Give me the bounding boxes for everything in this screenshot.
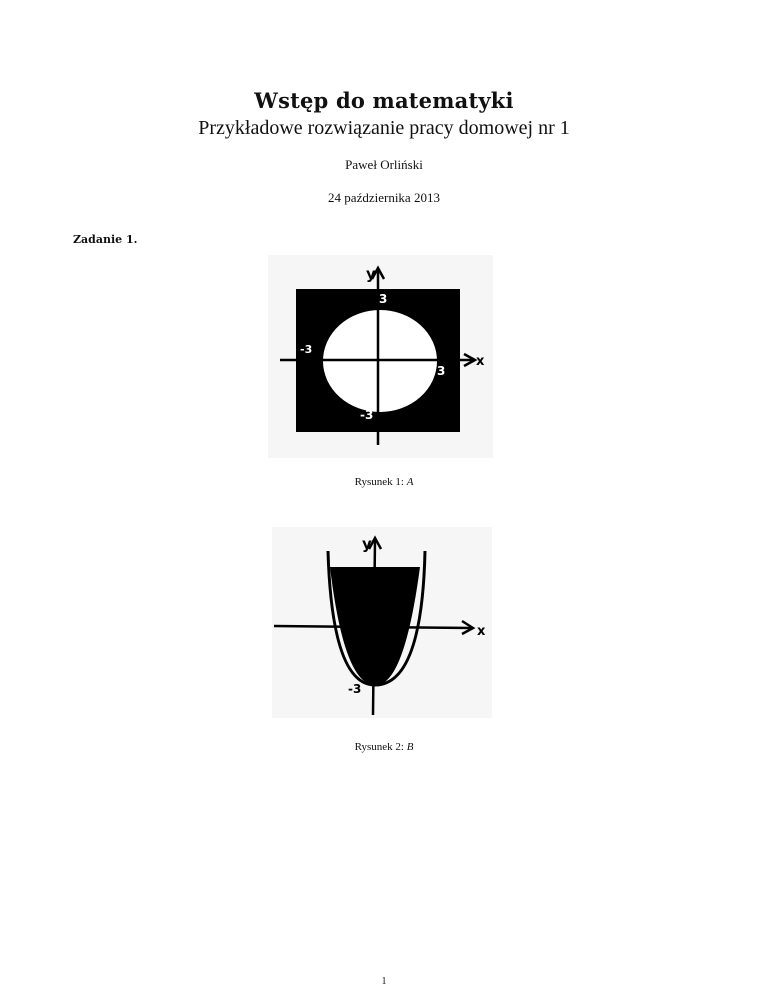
label-right: 3 — [437, 364, 446, 378]
label-left: -3 — [300, 343, 313, 356]
x-axis-label: x — [477, 624, 486, 639]
label-vertex: -3 — [348, 682, 362, 696]
label-top: 3 — [379, 292, 388, 306]
document-title: Wstęp do matematyki — [254, 88, 514, 113]
page-number: 1 — [381, 976, 387, 987]
caption-prefix: Rysunek 1: — [354, 476, 404, 488]
label-bottom: -3 — [360, 408, 374, 422]
document-subtitle: Przykładowe rozwiązanie pracy domowej nr 1 — [198, 117, 570, 139]
section-heading: Zadanie 1. — [73, 233, 138, 246]
figure-1-drawing — [268, 255, 493, 458]
caption-prefix: Rysunek 2: — [354, 741, 404, 753]
caption-letter: A — [406, 476, 414, 488]
figure-2 — [272, 527, 492, 718]
figure-1-caption — [0, 476, 768, 488]
author: Paweł Orliński — [345, 157, 423, 172]
figure-2-caption — [0, 741, 768, 753]
figure-2-drawing — [272, 527, 492, 718]
figure-1 — [268, 255, 493, 458]
y-axis-label: y — [366, 265, 376, 283]
caption-letter: B — [406, 741, 414, 753]
date: 24 października 2013 — [328, 190, 440, 205]
x-axis-label: x — [476, 354, 485, 369]
y-axis-label: y — [362, 535, 372, 553]
